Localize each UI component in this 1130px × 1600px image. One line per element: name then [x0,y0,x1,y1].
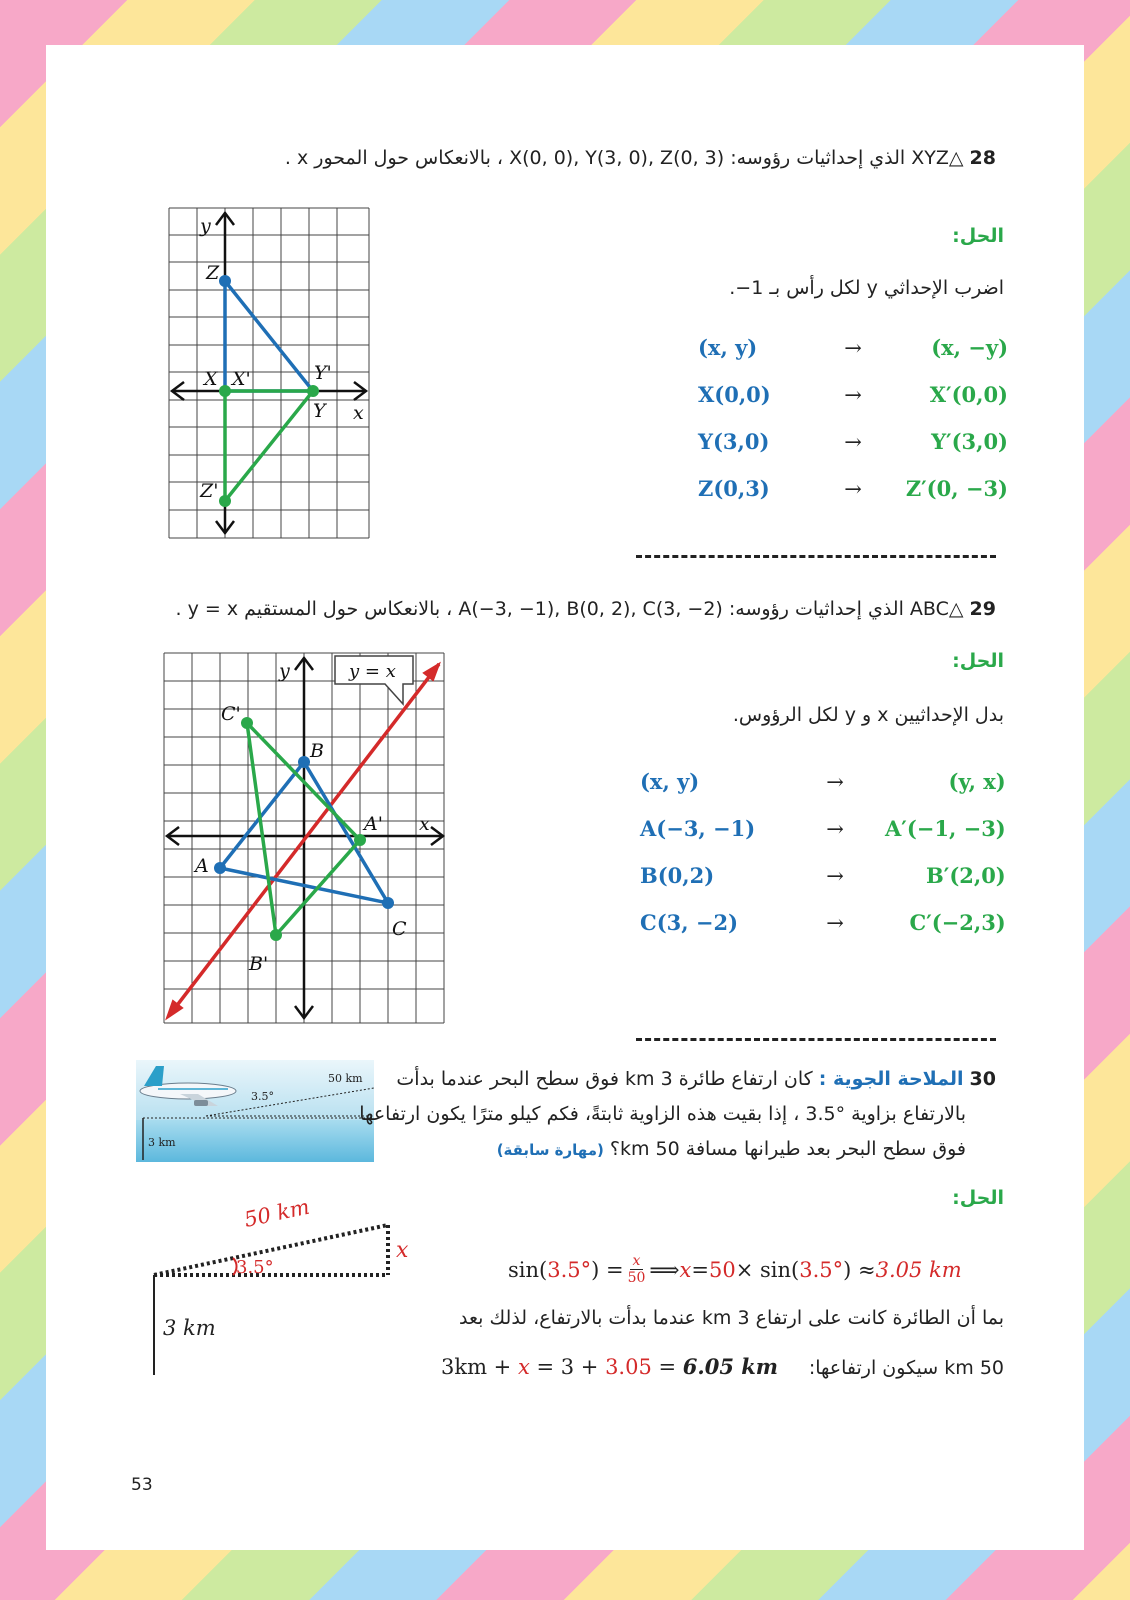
q28-from: Y(3,0) [698,429,770,454]
q29-point-cp [241,717,253,729]
q30-equation [508,1253,962,1286]
q29-label-cp: C' [221,703,241,725]
q28-from: Z(0,3) [698,476,770,501]
airplane-photo [136,1060,374,1162]
q29-label-c: C [392,918,407,940]
eq-frac-den: 50 [627,1270,646,1286]
q29-solution-label: الحل: [952,650,1004,672]
q29-label-y-axis: y [279,660,290,682]
q29-label-bp: B' [249,953,269,975]
q30-line1 [396,1068,996,1090]
q30-topic: الملاحة الجوية : [818,1068,964,1090]
eq-part: x [517,1355,530,1379]
q29-point-a [214,862,226,874]
q29-arrow: → [826,863,844,888]
q28-statement [285,147,996,169]
q29-point-bp [270,929,282,941]
q28-arrow: → [844,476,862,501]
q28-triangle-image [225,391,313,501]
table-row [698,465,1008,512]
q28-label-z: Z [206,262,220,284]
q29-arrow: → [826,910,844,935]
q28-from: (x, y) [698,335,758,360]
q30-number: 30 [969,1068,996,1090]
eq-part: = [651,1355,683,1379]
eq-final-result: 6.05 km [682,1354,779,1379]
q30-line3 [497,1138,966,1160]
q29-label-line: y = x [349,661,396,682]
q28-number: 28 [969,147,996,169]
q29-label-x-axis: x [419,813,430,835]
q29-label-b: B [310,740,324,762]
q28-mapping-table [698,324,1008,512]
eq-part: x [679,1257,692,1282]
q28-to: Y′(3,0) [931,429,1008,454]
divider [636,1038,996,1041]
q29-from: A(−3, −1) [640,816,756,841]
q30-text-line3: فوق سطح البحر بعد طيرانها مسافة 50 km؟ [609,1138,966,1160]
q29-from: B(0,2) [640,863,715,888]
eq-part: 3.5° [799,1257,844,1282]
eq-frac-num: x [630,1253,644,1270]
q28-label-yp: Y' [314,362,332,384]
q30-triangle-diagram [141,1185,441,1385]
q28-arrow: → [844,382,862,407]
eq-part: ) ≈ [843,1257,876,1282]
q30-final-equation [441,1354,778,1379]
q28-point-z [219,275,231,287]
table-row [698,371,1008,418]
eq-part: = 3 + [529,1355,606,1379]
q30-solution-label: الحل: [952,1187,1004,1209]
q29-instruction: بدل الإحداثيين x و y لكل الرؤوس. [732,704,1004,726]
q28-text: △XYZ الذي إحداثيات رؤوسه: X(0, 0), Y(3, 0), Z(0, 3) ، بالانعكاس حول المحور x . [284,147,964,169]
q29-statement [176,598,997,620]
diagram-label-height: 3 km [163,1316,216,1340]
photo-label-distance: 50 km [328,1072,363,1085]
q29-to: (y, x) [948,769,1006,794]
q28-label-xp: X' [232,368,251,390]
q28-from: X(0,0) [698,382,771,407]
q29-to: C′(−2,3) [909,910,1006,935]
q30-text-line: بما أن الطائرة كانت على ارتفاع 3 km عندما بدأت بالارتفاع، لذلك بعد [459,1307,1004,1329]
eq-part: × sin( [735,1257,800,1282]
q29-label-ap: A' [364,813,383,835]
q28-instruction: اضرب الإحداثي y لكل رأس بـ 1−. [729,277,1004,299]
q28-to: (x, −y) [931,335,1008,360]
q29-from: (x, y) [640,769,700,794]
q28-label-y: Y [313,400,326,422]
q29-point-ap [354,834,366,846]
q28-arrow: → [844,335,862,360]
q28-graph [168,207,370,539]
q28-label-x-axis: x [353,402,364,424]
eq-part: 3.05 [605,1355,652,1379]
eq-part: 3km + [441,1355,518,1379]
eq-part: ) = [591,1257,624,1282]
q30-final-prefix: 50 km سيكون ارتفاعها: [808,1357,1004,1379]
table-row [698,418,1008,465]
eq-part: sin( [508,1257,548,1282]
q29-from: C(3, −2) [640,910,739,935]
q30-text-line1: كان ارتفاع طائرة 3 km فوق سطح البحر عندما بدأت [396,1068,813,1090]
q29-to: A′(−1, −3) [885,816,1006,841]
q28-label-x: X [204,368,218,390]
q30-text-line2: بالارتفاع بزاوية °3.5 ، إذا بقيت هذه الزاوية ثابتةً، فكم كيلو مترًا يكون ارتفاعها [359,1103,966,1125]
q28-to: X′(0,0) [929,382,1008,407]
q28-label-zp: Z' [200,480,219,502]
q29-arrow: → [826,816,844,841]
q29-arrow: → [826,769,844,794]
diagram-label-angle: 3.5° [236,1257,274,1278]
q29-mapping-table [640,758,1006,946]
q28-to: Z′(0, −3) [905,476,1008,501]
q29-point-c [382,897,394,909]
table-row [640,805,1006,852]
eq-part: 50 [708,1257,736,1282]
diagram-label-hyp: 50 km [242,1194,312,1232]
eq-part: ⟹ [649,1257,680,1282]
eq-part: = [691,1257,709,1282]
table-row [698,324,1008,371]
photo-label-height: 3 km [148,1136,176,1149]
diagram-label-x: x [396,1238,409,1263]
q29-line-label-box [335,656,413,704]
divider [636,555,996,558]
q30-skill-tag: (مهارة سابقة) [496,1141,604,1159]
q28-point-y [307,385,319,397]
eq-part: 3.5° [547,1257,592,1282]
worksheet-page [46,45,1084,1550]
q29-to: B′(2,0) [926,863,1006,888]
table-row [640,852,1006,899]
eq-fraction [628,1253,646,1286]
eq-part: 3.05 km [875,1257,962,1282]
q28-label-y-axis: y [200,215,211,237]
q29-number: 29 [969,598,996,620]
q29-text: △ABC الذي إحداثيات رؤوسه: A(−3, −1), B(0, 2), C(3, −2) ، بالانعكاس حول المستقيم y = x . [175,598,964,620]
table-row [640,899,1006,946]
page-number: 53 [131,1475,153,1495]
q28-point-x [219,385,231,397]
q28-grid [169,208,369,538]
q29-label-a: A [195,855,209,877]
q28-solution-label: الحل: [952,225,1004,247]
q28-arrow: → [844,429,862,454]
table-row [640,758,1006,805]
q28-point-zp [219,495,231,507]
q29-point-b [298,756,310,768]
q29-graph [163,652,451,1024]
photo-label-angle: 3.5° [251,1090,274,1103]
